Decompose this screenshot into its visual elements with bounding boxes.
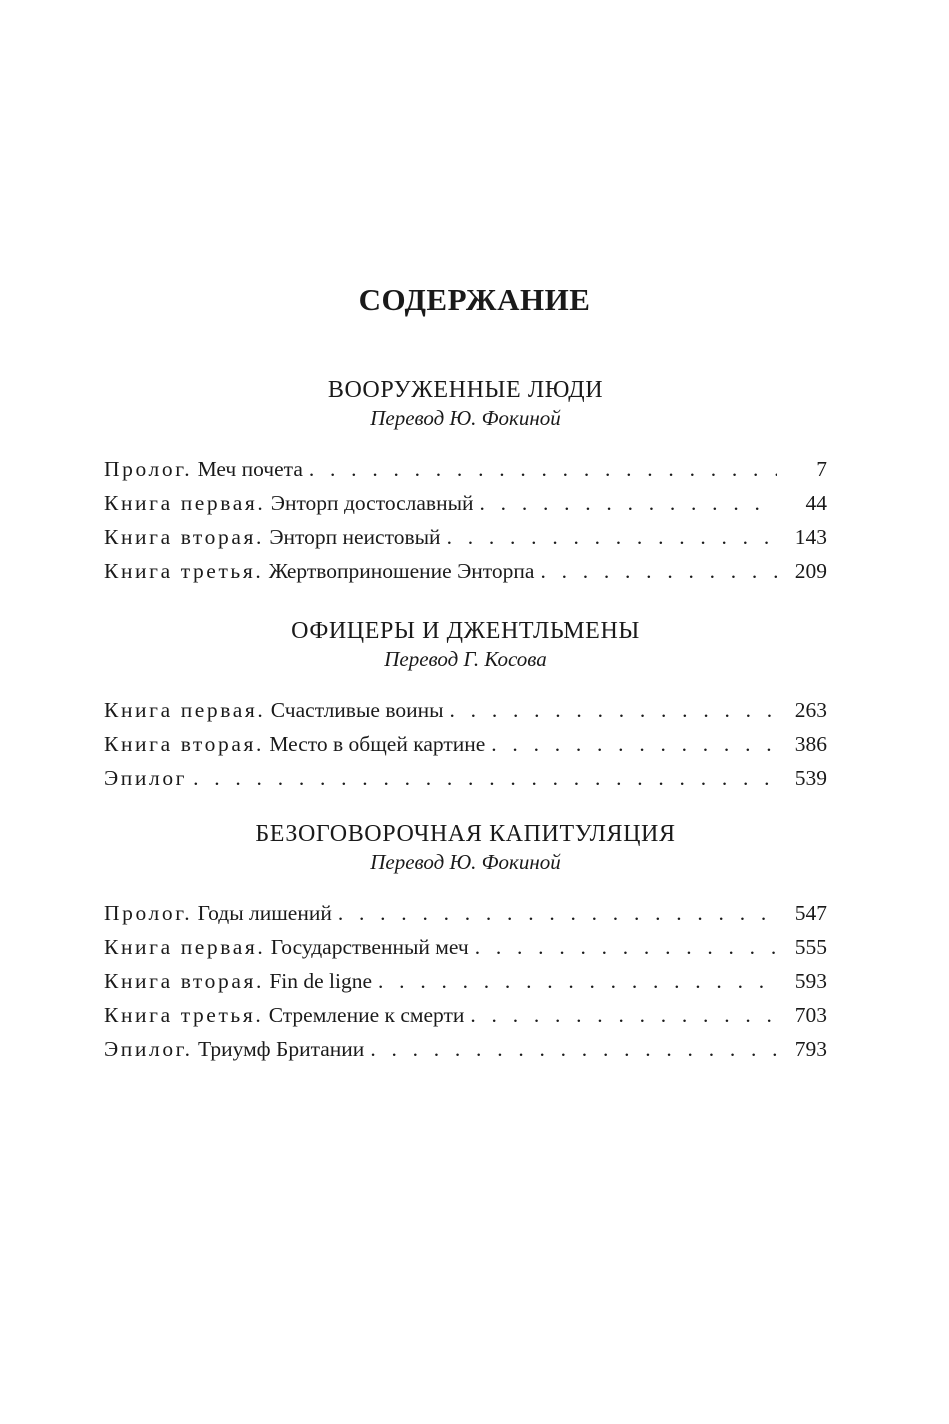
entry-page-number: 703 [794,1003,827,1027]
toc-entry[interactable] [104,998,827,1032]
toc-entry[interactable] [104,452,827,486]
entry-name: Триумф Британии [198,1037,365,1061]
entry-page-number: 44 [805,491,827,515]
entry-list [104,896,827,1066]
entry-name: Счастливые воины [270,698,444,722]
part-title: БЕЗОГОВОРОЧНАЯ КАПИТУЛЯЦИЯ [255,821,676,847]
entry-kind: Книга третья. [104,559,264,583]
entry-label [104,930,469,964]
entry-name: Годы лишений [197,901,332,925]
entry-name: Меч почета [197,457,303,481]
entry-kind: Эпилог [104,766,188,790]
entry-kind: Книга вторая. [104,732,264,756]
entry-kind: Книга вторая. [104,969,264,993]
toc-entry[interactable] [104,554,827,588]
entry-label [104,896,332,930]
entry-page-number: 547 [794,901,827,925]
entry-label [104,554,534,588]
part-title: ОФИЦЕРЫ И ДЖЕНТЛЬМЕНЫ [291,618,640,644]
entry-label [104,761,187,795]
toc-entry[interactable] [104,964,827,998]
entry-page-number: 7 [816,457,827,481]
entry-label [104,998,464,1032]
toc-entry[interactable] [104,761,827,795]
dot-leader [480,486,777,520]
dot-leader [491,727,777,761]
entry-label [104,486,474,520]
entry-label [104,452,303,486]
entry-name: Стремление к смерти [268,1003,465,1027]
entry-kind: Книга первая. [104,698,266,722]
part-translator: Перевод Ю. Фокиной [370,850,561,874]
dot-leader [475,930,777,964]
entry-page-number: 209 [794,559,827,583]
toc-entry[interactable] [104,486,827,520]
toc-entry[interactable] [104,1032,827,1066]
dot-leader [193,761,777,795]
entry-kind: Книга вторая. [104,525,264,549]
entry-page-number: 555 [794,935,827,959]
dot-leader [450,693,777,727]
entry-label [104,964,372,998]
part-section [104,820,827,1066]
entry-label [104,1032,364,1066]
dot-leader [447,520,777,554]
part-translator: Перевод Г. Косова [384,647,547,671]
dot-leader [370,1032,777,1066]
entry-list [104,693,827,795]
entry-page-number: 263 [794,698,827,722]
part-title: ВООРУЖЕННЫЕ ЛЮДИ [327,377,604,403]
entry-page-number: 793 [794,1037,827,1061]
dot-leader [470,998,777,1032]
toc-entry[interactable] [104,693,827,727]
toc-entry[interactable] [104,930,827,964]
part-section [104,617,827,795]
entry-name: Энторп неистовый [269,525,441,549]
entry-label [104,693,444,727]
toc-entry[interactable] [104,727,827,761]
entry-kind: Эпилог. [104,1037,193,1061]
dot-leader [309,452,777,486]
dot-leader [540,554,777,588]
dot-leader [378,964,777,998]
entry-page-number: 143 [794,525,827,549]
toc-entry[interactable] [104,896,827,930]
entry-kind: Книга первая. [104,935,266,959]
entry-label [104,520,441,554]
entry-name: Место в общей картине [269,732,486,756]
part-translator: Перевод Ю. Фокиной [370,406,561,430]
entry-page-number: 593 [794,969,827,993]
entry-name: Государственный меч [270,935,469,959]
entry-name: Энторп достославный [270,491,474,515]
entry-kind: Пролог. [104,457,193,481]
part-section [104,376,827,588]
dot-leader [338,896,777,930]
entry-kind: Книга первая. [104,491,266,515]
entry-kind: Пролог. [104,901,193,925]
entry-page-number: 386 [794,732,827,756]
toc-entry[interactable] [104,520,827,554]
entry-page-number: 539 [794,766,827,790]
toc-title: СОДЕРЖАНИЕ [358,282,591,317]
entry-list [104,452,827,588]
entry-kind: Книга третья. [104,1003,264,1027]
entry-label [104,727,485,761]
entry-name: Fin de ligne [269,969,373,993]
entry-name: Жертвоприношение Энторпа [268,559,535,583]
